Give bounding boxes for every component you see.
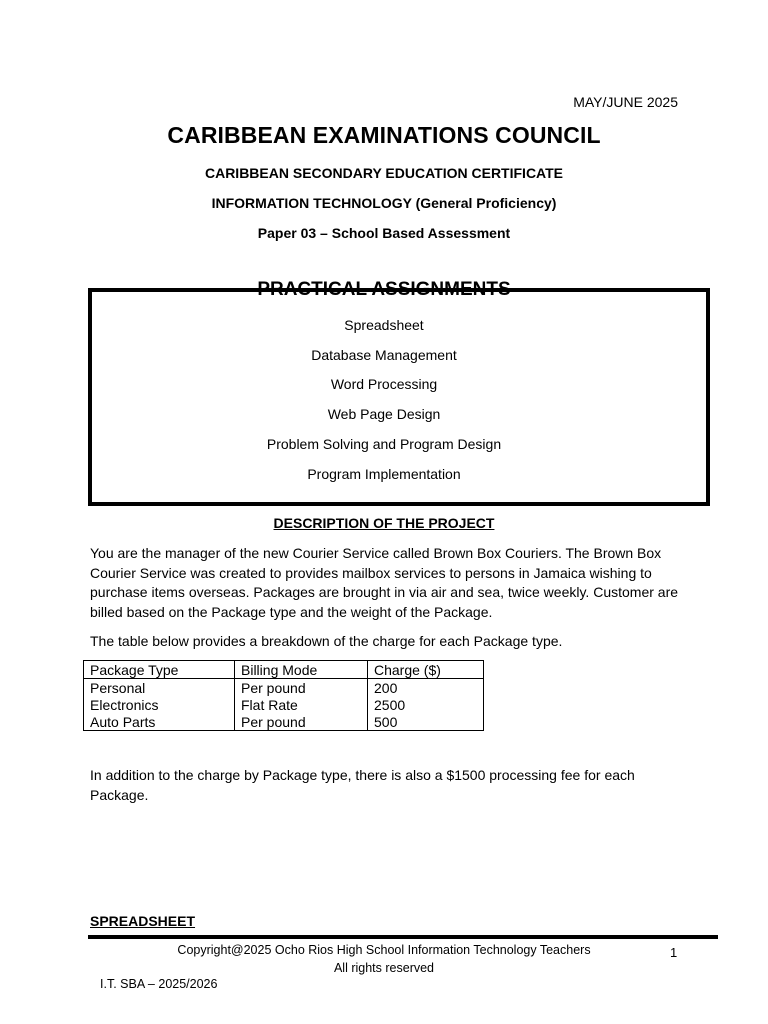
footer-label: I.T. SBA – 2025/2026: [100, 977, 218, 991]
table-cell: Per pound: [235, 713, 368, 731]
copyright-notice: [0, 941, 768, 977]
table-cell: 200: [368, 679, 484, 697]
copyright-line: Copyright@2025 Ocho Rios High School Information Technology Teachers: [177, 943, 591, 957]
table-intro: The table below provides a breakdown of the charge for each Package type.: [90, 633, 563, 649]
table-row: [84, 696, 484, 713]
table-row: [84, 679, 484, 697]
table-cell: Per pound: [235, 679, 368, 697]
table-cell: Flat Rate: [235, 696, 368, 713]
certificate-title: CARIBBEAN SECONDARY EDUCATION CERTIFICATE: [204, 165, 564, 181]
page-number: 1: [670, 945, 678, 960]
charge-table: [83, 660, 484, 731]
footer-divider: [88, 935, 718, 939]
table-cell: 500: [368, 713, 484, 731]
paper-title: Paper 03 – School Based Assessment: [257, 225, 511, 241]
spreadsheet-heading: SPREADSHEET: [90, 913, 196, 929]
assignment-item: Program Implementation: [307, 466, 461, 482]
column-header: Package Type: [84, 661, 235, 679]
table-header-row: [84, 661, 484, 679]
table-cell: Personal: [84, 679, 235, 697]
table-cell: 2500: [368, 696, 484, 713]
rights-line: All rights reserved: [333, 961, 435, 975]
assignment-item: Database Management: [311, 347, 457, 363]
assignment-item: Spreadsheet: [344, 317, 424, 333]
subject-title: INFORMATION TECHNOLOGY (General Proficiency): [211, 195, 557, 211]
table-cell: Auto Parts: [84, 713, 235, 731]
column-header: Charge ($): [368, 661, 484, 679]
exam-date: MAY/JUNE 2025: [573, 94, 678, 110]
assignment-item: Word Processing: [330, 376, 438, 392]
description-paragraph: You are the manager of the new Courier Service called Brown Box Couriers. The Brown Box Courier Service was created to provides mailbox services to persons in Jamaica wishing to purchase items overseas. Packages are brought in via air and sea, twice weekly. Customer are billed based on the Package type and the weight of the Package.: [90, 545, 679, 620]
column-header: Billing Mode: [235, 661, 368, 679]
assignments-title: PRACTICAL ASSIGNMENTS: [257, 279, 511, 300]
table-row: [84, 713, 484, 731]
council-title: CARIBBEAN EXAMINATIONS COUNCIL: [167, 122, 601, 148]
table-cell: Electronics: [84, 696, 235, 713]
processing-fee-note: In addition to the charge by Package type, there is also a $1500 processing fee for each Package.: [90, 767, 635, 803]
description-title: DESCRIPTION OF THE PROJECT: [273, 515, 495, 531]
assignment-item: Problem Solving and Program Design: [266, 436, 502, 452]
assignment-item: Web Page Design: [327, 406, 441, 422]
